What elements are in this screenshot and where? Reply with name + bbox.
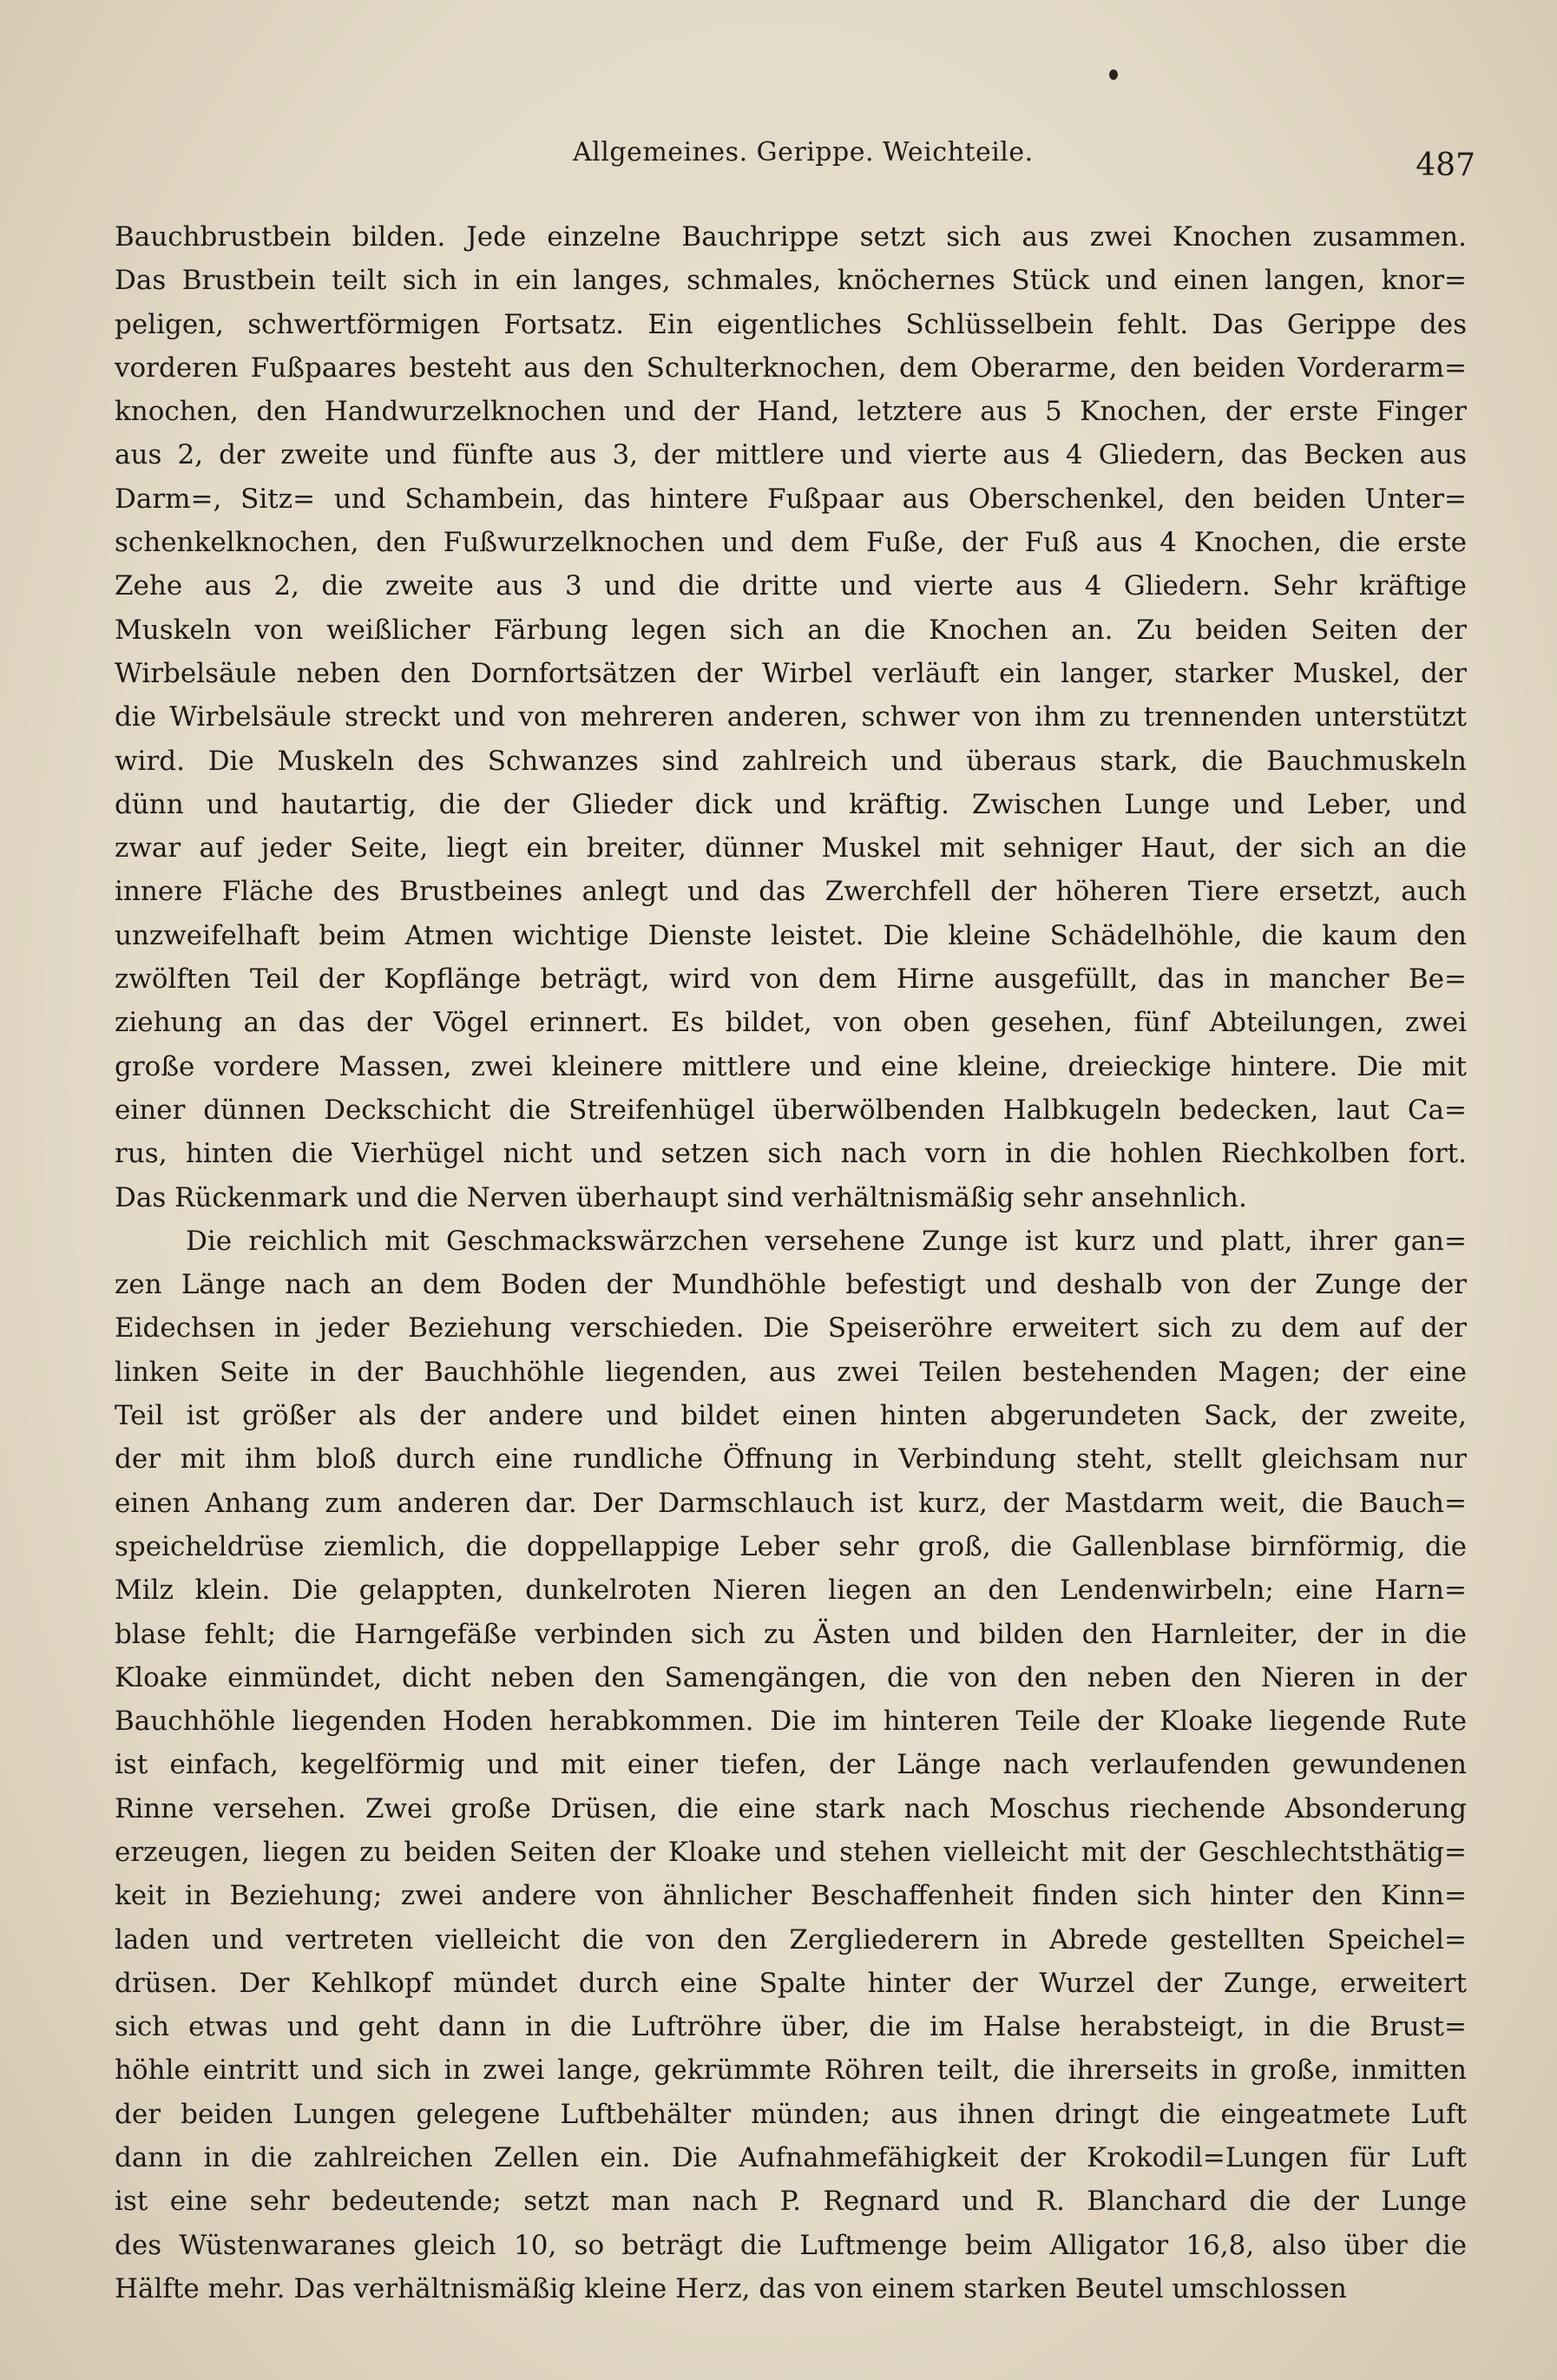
text-line: dünn und hautartig, die der Glieder dick und kräftig. Zwischen Lunge und Leber, und bbox=[115, 788, 1467, 820]
text-line: zwölften Teil der Kopflänge beträgt, wird von dem Hirne ausgefüllt, das in mancher Be= bbox=[115, 963, 1467, 996]
text-line: Darm=, Sitz= und Schambein, das hintere Fußpaar aus Oberschenkel, den beiden Unter= bbox=[115, 483, 1467, 515]
text-line: große vordere Massen, zwei kleinere mittlere und eine kleine, dreieckige hintere. Die mit bbox=[115, 1050, 1467, 1082]
text-line: ziehung an das der Vögel erinnert. Es bildet, von oben gesehen, fünf Abteilungen, zwei bbox=[115, 1007, 1467, 1039]
text-line: Die reichlich mit Geschmackswärzchen versehene Zunge ist kurz und platt, ihrer gan= bbox=[186, 1225, 1467, 1257]
text-line: Das Brustbein teilt sich in ein langes, schmales, knöchernes Stück und einen langen, knor= bbox=[115, 265, 1467, 297]
text-line: Teil ist größer als der andere und bildet einen hinten abgerundeten Sack, der zweite, bbox=[115, 1400, 1467, 1432]
text-line: ist eine sehr bedeutende; setzt man nach P. Regnard und R. Blanchard die der Lunge bbox=[115, 2186, 1467, 2218]
text-line: Zehe aus 2, die zweite aus 3 und die dritte und vierte aus 4 Gliedern. Sehr kräftige bbox=[115, 570, 1467, 602]
text-line: Das Rückenmark und die Nerven überhaupt sind verhältnismäßig sehr ansehnlich. bbox=[115, 1181, 1247, 1213]
text-line: keit in Beziehung; zwei andere von ähnlicher Beschaffenheit finden sich hinter den Kinn= bbox=[115, 1880, 1467, 1912]
text-line: Muskeln von weißlicher Färbung legen sich an die Knochen an. Zu beiden Seiten der bbox=[115, 614, 1467, 646]
text-line: Wirbelsäule neben den Dornfortsätzen der Wirbel verläuft ein langer, starker Muskel, der bbox=[115, 657, 1467, 689]
text-line: schenkelknochen, den Fußwurzelknochen und dem Fuße, der Fuß aus 4 Knochen, die erste bbox=[115, 527, 1467, 559]
text-line: Hälfte mehr. Das verhältnismäßig kleine Herz, das von einem starken Beutel umschlossen bbox=[115, 2272, 1347, 2304]
text-line: Bauchhöhle liegenden Hoden herabkommen. Die im hinteren Teile der Kloake liegende Rute bbox=[115, 1706, 1467, 1738]
text-line: dann in die zahlreichen Zellen ein. Die Aufnahmefähigkeit der Krokodil=Lungen für Luft bbox=[115, 2142, 1467, 2174]
text-line: einen Anhang zum anderen dar. Der Darmschlauch ist kurz, der Mastdarm weit, die Bauch= bbox=[115, 1487, 1467, 1519]
text-line: Bauchbrustbein bilden. Jede einzelne Bauchrippe setzt sich aus zwei Knochen zusammen. bbox=[115, 221, 1467, 253]
text-line: ist einfach, kegelförmig und mit einer tiefen, der Länge nach verlaufenden gewundenen bbox=[115, 1749, 1467, 1781]
text-line: Rinne versehen. Zwei große Drüsen, die eine stark nach Moschus riechende Absonderung bbox=[115, 1792, 1467, 1824]
text-line: Kloake einmündet, dicht neben den Samengängen, die von den neben den Nieren in der bbox=[115, 1661, 1467, 1693]
body-text bbox=[115, 215, 1467, 2311]
text-line: aus 2, der zweite und fünfte aus 3, der mittlere und vierte aus 4 Gliedern, das Becken aus bbox=[115, 439, 1467, 471]
text-line: unzweifelhaft beim Atmen wichtige Dienste leistet. Die kleine Schädelhöhle, die kaum den bbox=[115, 919, 1467, 951]
text-line: der beiden Lungen gelegene Luftbehälter münden; aus ihnen dringt die eingeatmete Luft bbox=[115, 2098, 1467, 2130]
text-line: wird. Die Muskeln des Schwanzes sind zahlreich und überaus stark, die Bauchmuskeln bbox=[115, 745, 1467, 777]
text-line: speicheldrüse ziemlich, die doppellappige Leber sehr groß, die Gallenblase birnförmig, die bbox=[115, 1530, 1467, 1562]
text-line: vorderen Fußpaares besteht aus den Schulterknochen, dem Oberarme, den beiden Vorderarm= bbox=[115, 352, 1467, 384]
text-line: sich etwas und geht dann in die Luftröhre über, die im Halse herabsteigt, in die Brust= bbox=[115, 2011, 1467, 2043]
text-line: innere Fläche des Brustbeines anlegt und das Zwerchfell der höheren Tiere ersetzt, auch bbox=[115, 876, 1467, 908]
text-line: blase fehlt; die Harngefäße verbinden sich zu Ästen und bilden den Harnleiter, der in die bbox=[115, 1618, 1467, 1650]
text-line: rus, hinten die Vierhügel nicht und setzen sich nach vorn in die hohlen Riechkolben fort. bbox=[115, 1138, 1467, 1170]
ink-speck bbox=[1109, 69, 1118, 80]
text-line: einer dünnen Deckschicht die Streifenhügel überwölbenden Halbkugeln bedecken, laut Ca= bbox=[115, 1094, 1467, 1126]
text-line: Eidechsen in jeder Beziehung verschieden. Die Speiseröhre erweitert sich zu dem auf der bbox=[115, 1312, 1467, 1345]
text-line: höhle eintritt und sich in zwei lange, gekrümmte Röhren teilt, die ihrerseits in große, inmitten bbox=[115, 2055, 1467, 2087]
text-line: peligen, schwertförmigen Fortsatz. Ein eigentliches Schlüsselbein fehlt. Das Gerippe des bbox=[115, 308, 1467, 340]
text-line: des Wüstenwaranes gleich 10, so beträgt die Luftmenge beim Alligator 16,8, also über die bbox=[115, 2229, 1467, 2261]
text-line: zwar auf jeder Seite, liegt ein breiter, dünner Muskel mit sehniger Haut, der sich an die bbox=[115, 832, 1467, 865]
text-line: drüsen. Der Kehlkopf mündet durch eine Spalte hinter der Wurzel der Zunge, erweitert bbox=[115, 1967, 1467, 1999]
running-head: Allgemeines. Gerippe. Weichteile. bbox=[573, 137, 1034, 168]
text-line: zen Länge nach an dem Boden der Mundhöhle befestigt und deshalb von der Zunge der bbox=[115, 1269, 1467, 1301]
text-line: laden und vertreten vielleicht die von den Zergliederern in Abrede gestellten Speichel= bbox=[115, 1923, 1467, 1956]
text-line: erzeugen, liegen zu beiden Seiten der Kloake und stehen vielleicht mit der Geschlechtsthätig= bbox=[115, 1836, 1467, 1868]
page-number: 487 bbox=[1416, 148, 1475, 183]
text-line: knochen, den Handwurzelknochen und der Hand, letztere aus 5 Knochen, der erste Finger bbox=[115, 396, 1467, 428]
text-line: die Wirbelsäule streckt und von mehreren anderen, schwer von ihm zu trennenden unterstützt bbox=[115, 701, 1467, 733]
text-line: der mit ihm bloß durch eine rundliche Öffnung in Verbindung steht, stellt gleichsam nur bbox=[115, 1443, 1467, 1476]
text-line: linken Seite in der Bauchhöhle liegenden, aus zwei Teilen bestehenden Magen; der eine bbox=[115, 1356, 1467, 1388]
text-line: Milz klein. Die gelappten, dunkelroten Nieren liegen an den Lendenwirbeln; eine Harn= bbox=[115, 1575, 1467, 1607]
